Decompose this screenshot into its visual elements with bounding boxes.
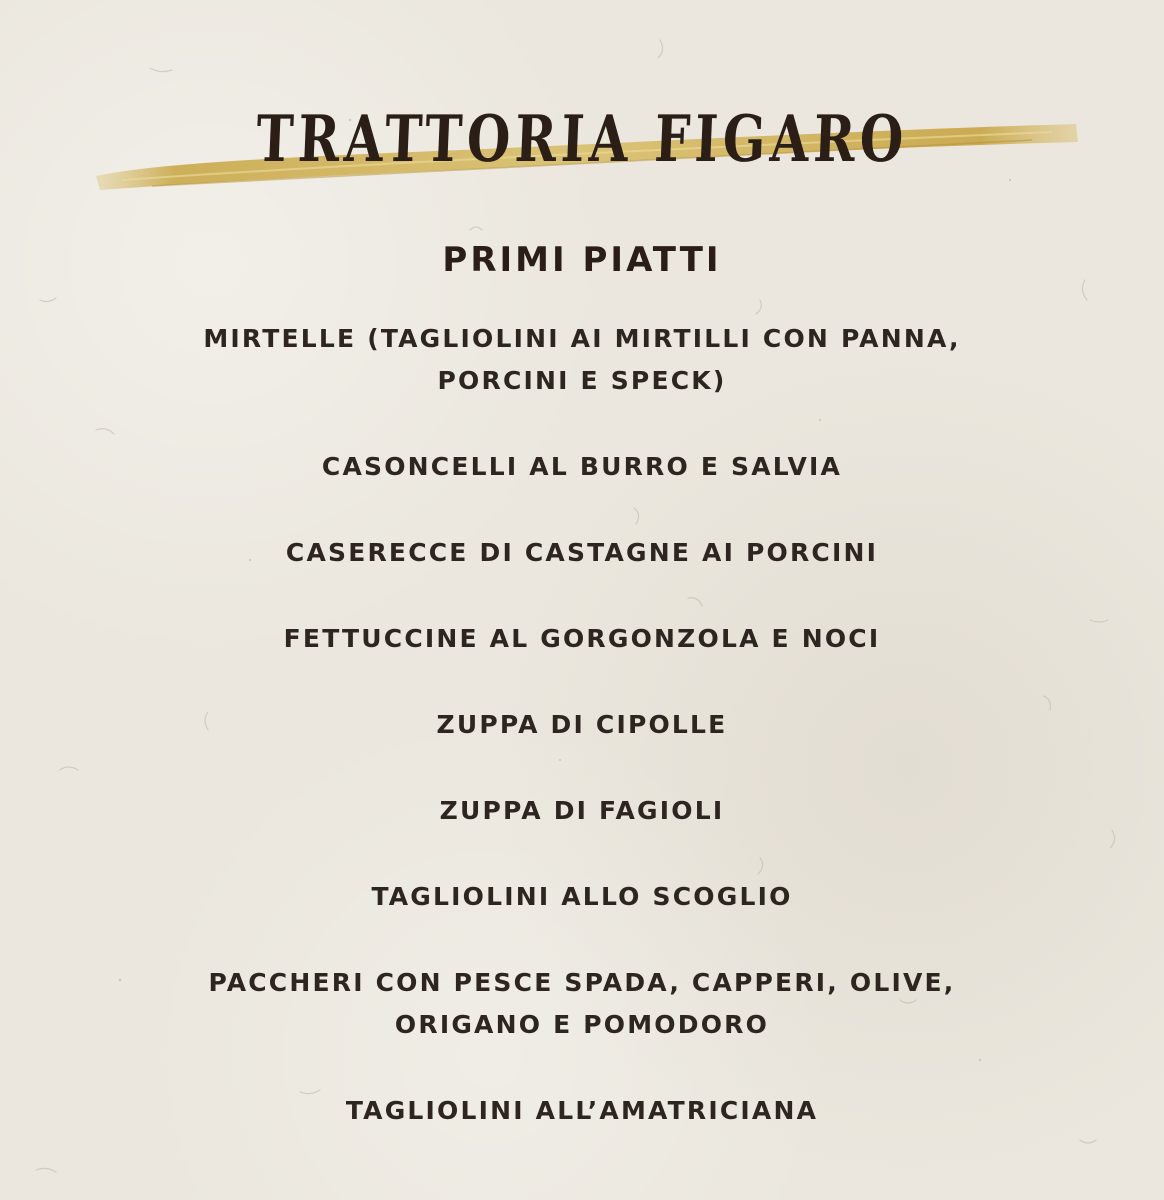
- dish-name-line: TAGLIOLINI ALL’AMATRICIANA: [345, 1096, 819, 1125]
- dish-item: [0, 318, 1164, 402]
- dish-item: [0, 1090, 1164, 1132]
- dish-name-line: MIRTELLE (TAGLIOLINI AI MIRTILLI CON PANNA,: [203, 324, 961, 353]
- dish-item: [0, 618, 1164, 660]
- dish-name-line: FETTUCCINE AL GORGONZOLA E NOCI: [283, 624, 881, 653]
- section-title: PRIMI PIATTI: [442, 240, 722, 280]
- dish-item: [0, 532, 1164, 574]
- dish-item: [0, 704, 1164, 746]
- dish-name-line: ZUPPA DI CIPOLLE: [436, 710, 728, 739]
- dish-item: [0, 446, 1164, 488]
- dish-item: [0, 876, 1164, 918]
- dish-item: [0, 962, 1164, 1046]
- dish-name-line: PORCINI E SPECK): [437, 366, 727, 395]
- dish-name-line: TAGLIOLINI ALLO SCOGLIO: [371, 882, 793, 911]
- dish-name-line: ORIGANO E POMODORO: [394, 1010, 770, 1039]
- dish-name-line: PACCHERI CON PESCE SPADA, CAPPERI, OLIVE,: [208, 968, 956, 997]
- dish-name-line: CASONCELLI AL BURRO E SALVIA: [321, 452, 843, 481]
- dish-name-line: ZUPPA DI FAGIOLI: [439, 796, 725, 825]
- dish-name-line: CASERECCE DI CASTAGNE AI PORCINI: [285, 538, 879, 567]
- restaurant-name: TRATTORIA FIGARO: [254, 102, 910, 177]
- dish-item: [0, 790, 1164, 832]
